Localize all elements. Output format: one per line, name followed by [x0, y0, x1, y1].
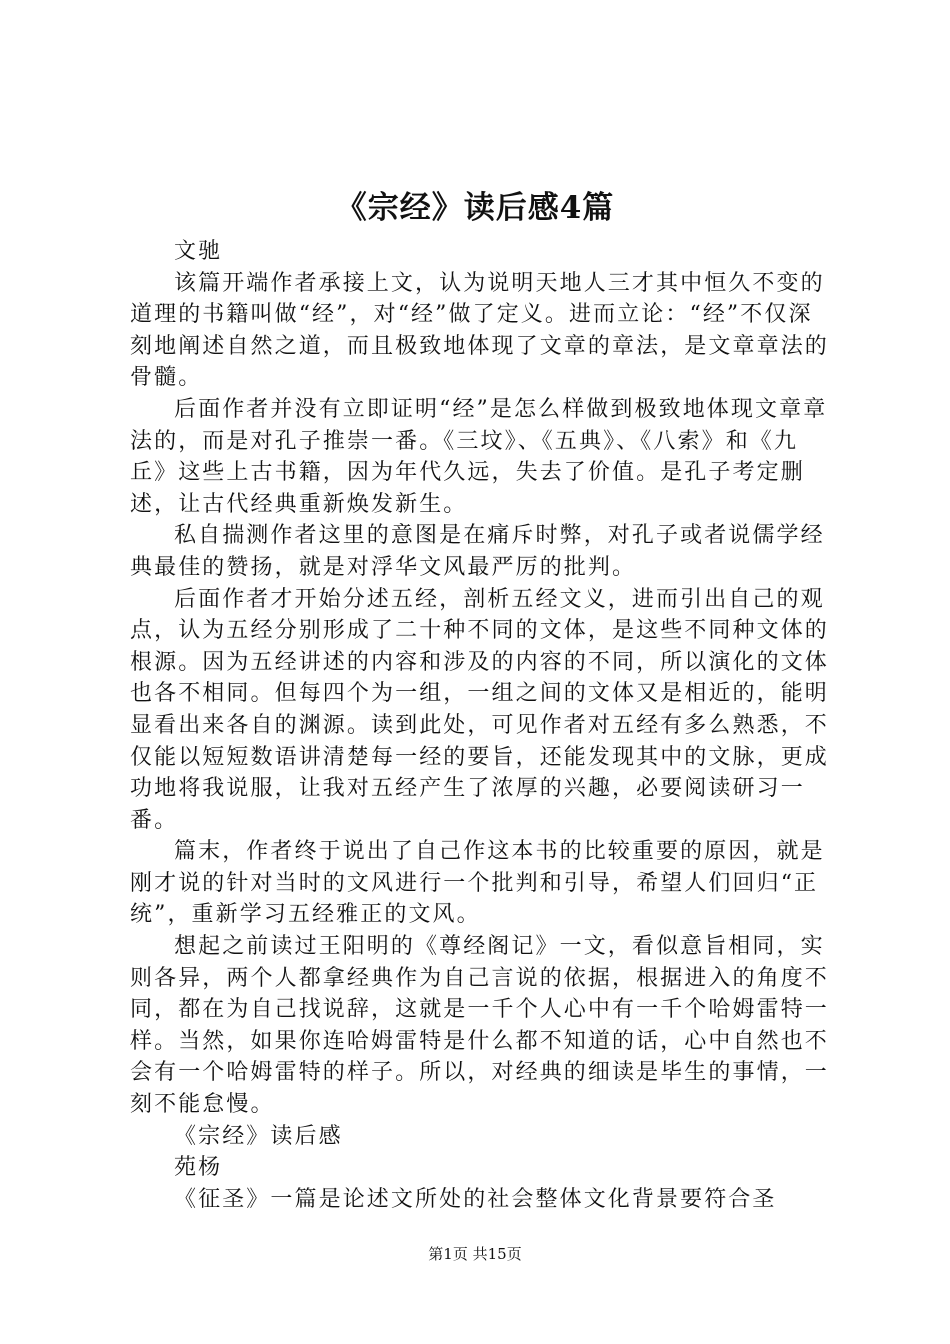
paragraph: 想起之前读过王阳明的《尊经阁记》一文，看似意旨相同，实则各异，两个人都拿经典作为自己言说的依据，根据进入的角度不同，都在为自己找说辞，这就是一千个人心中有一千个哈姆雷特一样。当然，如果你连哈姆雷特是什么都不知道的话，心中自然也不会有一个哈姆雷特的样子。所以，对经典的细读是毕生的事情，一刻不能怠慢。 [130, 934, 829, 1118]
page-title: 《宗经》读后感4篇 [335, 190, 615, 226]
page-footer: 第1页 共15页 [428, 1245, 522, 1263]
author-name-2: 苑杨 [174, 1155, 223, 1181]
paragraph: 《征圣》一篇是论述文所处的社会整体文化背景要符合圣 [174, 1186, 777, 1212]
document-body [130, 236, 835, 1215]
paragraph: 后面作者并没有立即证明“经”是怎么样做到极致地体现文章章法的，而是对孔子推崇一番。《三坟》、《五典》、《八索》和《九丘》这些上古书籍，因为年代久远，失去了价值。是孔子考定删述，让古代经典重新焕发新生。 [130, 396, 828, 517]
paragraph: 后面作者才开始分述五经，剖析五经文义，进而引出自己的观点，认为五经分别形成了二十种不同的文体，是这些不同种文体的根源。因为五经讲述的内容和涉及的内容的不同，所以演化的文体也各不相同。但每四个为一组，一组之间的文体又是相近的，能明显看出来各自的渊源。读到此处，可见作者对五经有多么熟悉，不仅能以短短数语讲清楚每一经的要旨，还能发现其中的文脉，更成功地将我说服，让我对五经产生了浓厚的兴趣，必要阅读研习一番。 [130, 586, 829, 833]
paragraph: 该篇开端作者承接上文，认为说明天地人三才其中恒久不变的道理的书籍叫做“经”，对“经”做了定义。进而立论：“经”不仅深刻地阐述自然之道，而且极致地体现了文章的章法，是文章章法的骨髓。 [130, 270, 829, 391]
paragraph: 私自揣测作者这里的意图是在痛斥时弊，对孔子或者说儒学经典最佳的赞扬，就是对浮华文风最严厉的批判。 [130, 523, 825, 580]
paragraph: 篇末，作者终于说出了自己作这本书的比较重要的原因，就是刚才说的针对当时的文风进行一个批判和引导，希望人们回归“正统”，重新学习五经雅正的文风。 [130, 839, 825, 928]
section-heading: 《宗经》读后感 [174, 1123, 343, 1149]
author-name-1: 文驰 [174, 239, 223, 264]
